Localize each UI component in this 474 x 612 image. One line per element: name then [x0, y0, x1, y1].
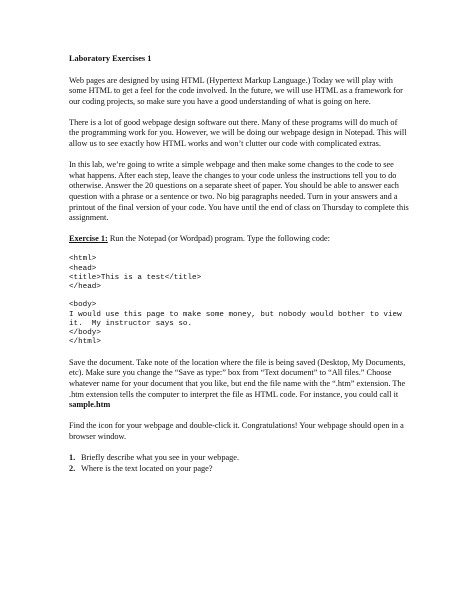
question-number: 2. — [69, 463, 76, 473]
software-paragraph: There is a lot of good webpage design software out there. Many of these programs will do much of the programming work for you. However, we will be doing our webpage design in Notepad. This will allow us to see exactly how HTML works and won’t clutter our code with complicated extras. — [69, 117, 407, 149]
exercise-1-heading: Exercise 1: — [69, 234, 108, 244]
exercise-1-instruction: Run the Notepad (or Wordpad) program. Type the following code: — [107, 234, 330, 244]
code-line: <title>This is a test</title> — [69, 273, 202, 282]
code-line: </body> — [69, 328, 101, 337]
code-line: </head> — [69, 282, 101, 291]
exercise-1-paragraph — [69, 234, 409, 245]
code-line: I would use this page to make some money, but nobody would bother to view it. My instructor says so. — [69, 310, 407, 328]
question-text: Where is the text located on your page? — [81, 463, 213, 473]
code-line: <body> — [69, 301, 97, 310]
intro-paragraph: Web pages are designed by using HTML (Hypertext Markup Language.) Today we will play with some HTML to get a feel for the code involved. In the future, we will use HTML as a framework for our coding projects, so make sure you have a good understanding of what is going on here. — [69, 75, 403, 106]
find-icon-paragraph: Find the icon for your webpage and double-click it. Congratulations! Your webpage should open in a browser window. — [69, 421, 404, 441]
code-block — [69, 255, 409, 347]
document-title: Laboratory Exercises 1 — [69, 54, 152, 63]
code-line: <html> — [69, 255, 97, 264]
question-number: 1. — [69, 452, 76, 462]
document-page — [69, 54, 409, 474]
save-paragraph — [69, 358, 409, 411]
save-example-filename: sample.htm — [69, 400, 111, 410]
lab-instructions-paragraph: In this lab, we’re going to write a simple webpage and then make some changes to the code to see what happens. After each step, leave the changes to your code unless the instructions tell you to do otherwise. Answer the 20 questions on a separate sheet of paper. You should be able to answer each question with a phrase or a sentence or two. No big paragraphs needed. Turn in your answers and a printout of the final version of your code. You have until the end of class on Thursday to complete this assignment. — [69, 160, 409, 223]
question-item — [69, 453, 409, 464]
code-line: </html> — [69, 338, 101, 347]
question-item — [69, 464, 409, 475]
code-line: <head> — [69, 264, 97, 273]
save-instructions: Save the document. Take note of the location where the file is being saved (Desktop, My Documents, etc). Make sure you change the “Save as type:” box from “Text document” to “All files.” Choose whatever name for your document that you like, but end the file name with the “.htm” extension. The .htm extension tells the computer to interpret the file as HTML code. For instance, you could call it — [69, 357, 406, 399]
question-text: Briefly describe what you see in your webpage. — [81, 452, 240, 462]
code-blank-line — [69, 292, 409, 301]
